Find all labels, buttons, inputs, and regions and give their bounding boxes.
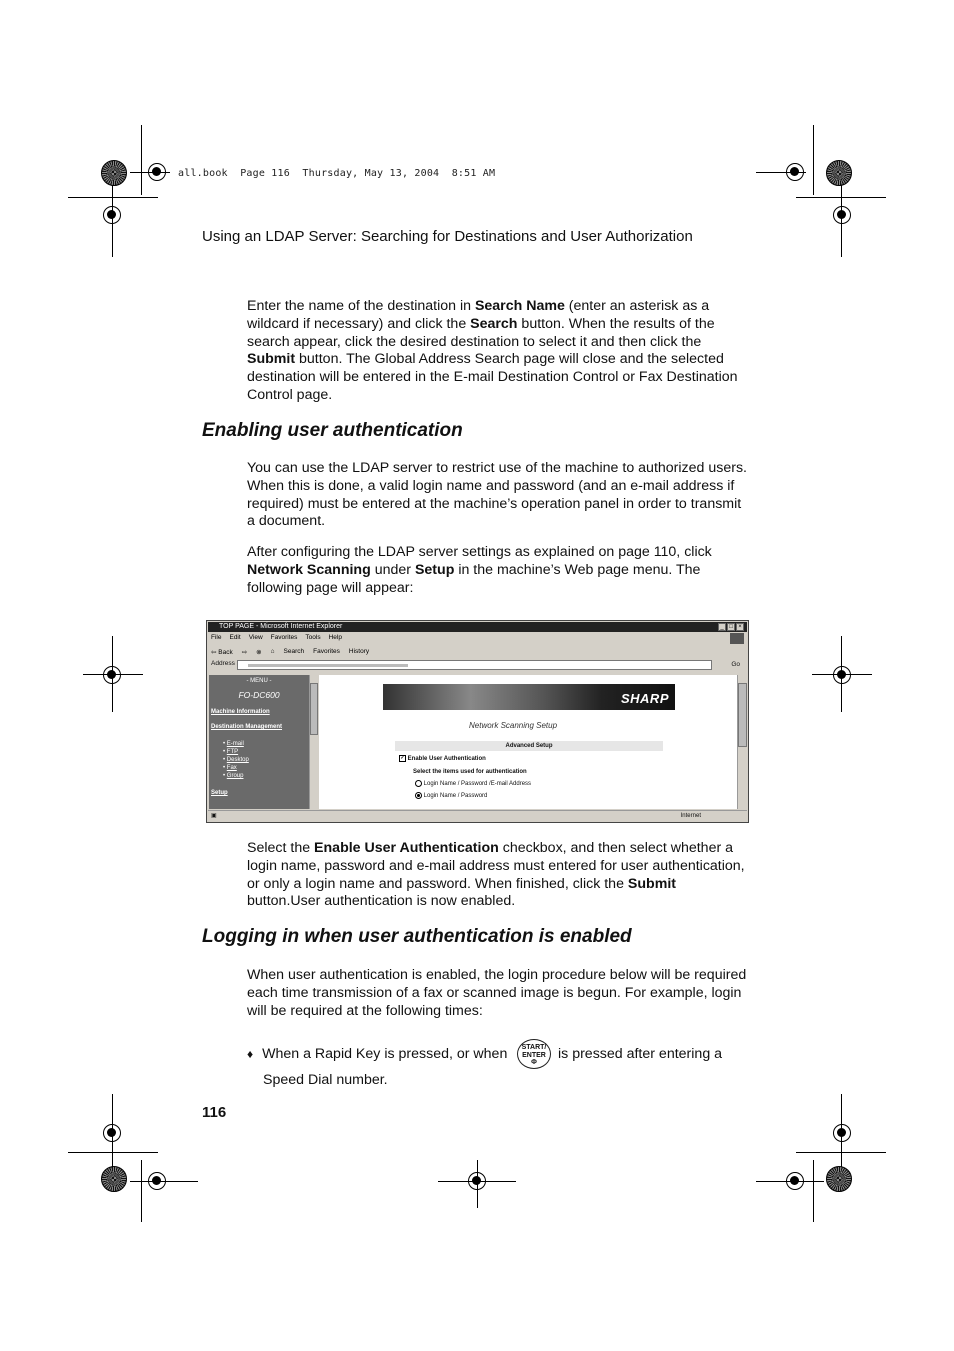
registration-mark-icon <box>833 666 851 684</box>
sharp-logo: SHARP <box>620 691 669 706</box>
printer-slug: all.book Page 116 Thursday, May 13, 2004 8:51 AM <box>178 168 496 179</box>
stop-button[interactable]: ⊗ <box>256 649 262 656</box>
registration-mark-icon <box>103 1124 121 1142</box>
select-items-label: Select the items used for authentication <box>413 769 527 775</box>
back-button[interactable]: ⇦ Back <box>211 649 233 656</box>
color-wheel-icon <box>826 1166 852 1192</box>
radio-row-password: Login Name / Password <box>415 792 487 799</box>
menu-bar <box>211 634 342 641</box>
forward-button[interactable]: ⇨ <box>241 649 248 656</box>
registration-mark-icon <box>833 1124 851 1142</box>
menu-tools[interactable]: Tools <box>305 634 321 641</box>
menu-edit[interactable]: Edit <box>229 634 241 641</box>
go-button[interactable]: Go <box>731 661 740 668</box>
advanced-setup-header: Advanced Setup <box>395 741 663 751</box>
registration-mark-icon <box>148 1172 166 1190</box>
menu-view[interactable]: View <box>248 634 263 641</box>
page-number: 116 <box>202 1104 227 1121</box>
toolbar <box>211 648 369 656</box>
intro-paragraph: Enter the name of the destination in Search Name (enter an asterisk as a wildcard if necessary) and click the Search button. When the results of the search appear, click the desired destination to select it and then click the Submit button. The Global Address Search page will close and the selected destination will be entered in the E-mail Destination Control or Fax Destination Control page. <box>247 298 738 403</box>
link-email[interactable]: • E-mail <box>223 741 244 747</box>
address-label: Address <box>211 660 235 667</box>
bullet-item: ♦ When a Rapid Key is pressed, or when <box>247 1046 508 1062</box>
left-menu-frame <box>209 675 309 809</box>
menu-favorites[interactable]: Favorites <box>270 634 298 641</box>
menu-help[interactable]: Help <box>328 634 342 641</box>
link-group[interactable]: • Group <box>223 773 244 779</box>
crop-mark <box>141 1160 142 1222</box>
running-head: Using an LDAP Server: Searching for Destinations and User Authorization <box>202 228 693 245</box>
bullet-diamond-icon: ♦ <box>247 1047 254 1061</box>
status-bar <box>208 810 747 821</box>
registration-mark-icon <box>833 206 851 224</box>
favorites-button[interactable]: Favorites <box>313 648 340 655</box>
bullet-item-tail: Speed Dial number. <box>263 1072 388 1088</box>
configure-paragraph: After configuring the LDAP server settings as explained on page 110, click Network Scanning under Setup in the machine’s Web page menu. The following page will appear: <box>247 544 712 596</box>
browser-screenshot <box>206 620 749 823</box>
crop-mark <box>68 1152 158 1153</box>
status-zone: Internet <box>680 813 701 819</box>
window-title: TOP PAGE - Microsoft Internet Explorer <box>219 623 343 630</box>
close-icon[interactable]: × <box>736 623 744 631</box>
link-fax[interactable]: • Fax <box>223 765 237 771</box>
registration-mark-icon <box>148 163 166 181</box>
crop-mark <box>141 125 142 195</box>
link-desktop[interactable]: • Desktop <box>223 757 249 763</box>
registration-mark-icon <box>786 1172 804 1190</box>
minimize-icon[interactable]: _ <box>718 623 726 631</box>
search-button[interactable]: Search <box>283 648 305 655</box>
registration-mark-icon <box>468 1172 486 1190</box>
section-heading-enabling: Enabling user authentication <box>202 420 463 441</box>
registration-mark-icon <box>103 666 121 684</box>
sharp-banner <box>383 684 675 710</box>
enable-auth-row <box>399 755 486 762</box>
link-ftp[interactable]: • FTP <box>223 749 239 755</box>
crop-mark <box>68 197 158 198</box>
right-scrollbar[interactable] <box>737 675 748 809</box>
enable-auth-label: Enable User Authentication <box>407 756 486 763</box>
link-setup[interactable]: Setup <box>211 790 228 796</box>
color-wheel-icon <box>826 160 852 186</box>
page-title: Network Scanning Setup <box>469 721 558 730</box>
maximize-icon[interactable]: □ <box>727 623 735 631</box>
radio-login-password-email[interactable] <box>415 780 422 787</box>
link-destination-management[interactable]: Destination Management <box>211 724 283 730</box>
menu-header: - MENU - <box>246 678 272 684</box>
home-button[interactable]: ⌂ <box>270 648 275 655</box>
menu-file[interactable]: File <box>211 634 222 641</box>
crop-mark <box>813 1160 814 1222</box>
select-checkbox-paragraph: Select the Enable User Authentication checkbox, and then select whether a login name, password and e-mail address must entered for user authentication, or only a login name and password. When finished, click the Submit button.User authentication is now enabled. <box>247 840 745 910</box>
page-icon: ▣ <box>211 813 217 819</box>
model-name: FO-DC600 <box>238 690 280 700</box>
bullet-item-continued: is pressed after entering a <box>558 1046 723 1062</box>
history-button[interactable]: History <box>348 648 370 655</box>
address-bar <box>211 660 742 671</box>
window-titlebar <box>208 622 747 632</box>
start-enter-key-icon: START/ ENTER Φ <box>517 1039 551 1069</box>
radio-row-email: Login Name / Password /E-mail Address <box>415 780 531 787</box>
address-input[interactable] <box>237 660 712 670</box>
content-frame <box>319 675 737 809</box>
color-wheel-icon <box>101 1166 127 1192</box>
section-heading-logging-in: Logging in when user authentication is enabled <box>202 926 632 947</box>
auth-intro-paragraph: You can use the LDAP server to restrict use of the machine to authorized users. When this is done, a valid login name and password (and an e-mail address if required) must be entered at the machine’s operation panel in order to transmit a document. <box>247 460 747 530</box>
link-machine-information[interactable]: Machine Information <box>211 709 270 715</box>
radio-login-password[interactable] <box>415 792 422 799</box>
registration-mark-icon <box>103 206 121 224</box>
color-wheel-icon <box>101 160 127 186</box>
login-procedure-paragraph: When user authentication is enabled, the login procedure below will be required each time transmission of a fax or scanned image is begun. For example, login will be required at the following times: <box>247 967 747 1019</box>
left-scrollbar[interactable] <box>309 675 319 809</box>
ie-logo-icon <box>730 633 744 644</box>
crop-mark <box>813 125 814 195</box>
registration-mark-icon <box>786 163 804 181</box>
enable-auth-checkbox[interactable]: ✓ <box>400 755 405 761</box>
